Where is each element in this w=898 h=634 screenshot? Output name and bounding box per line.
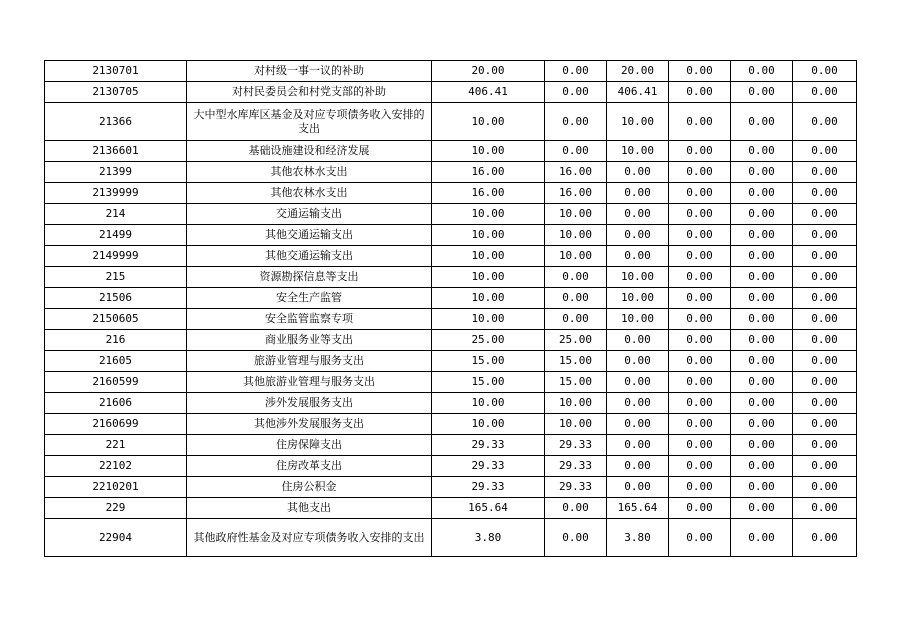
cell-name: 对村级一事一议的补助 (187, 61, 432, 82)
cell-col3: 0.00 (607, 183, 669, 204)
table-row (45, 82, 857, 103)
cell-col6: 0.00 (793, 225, 857, 246)
cell-name: 住房公积金 (187, 477, 432, 498)
table-row (45, 288, 857, 309)
cell-col6: 0.00 (793, 372, 857, 393)
table-row (45, 393, 857, 414)
cell-total: 29.33 (432, 435, 545, 456)
cell-code: 2130701 (45, 61, 187, 82)
cell-col4: 0.00 (669, 330, 731, 351)
cell-col2: 10.00 (545, 204, 607, 225)
cell-col4: 0.00 (669, 393, 731, 414)
cell-col3: 0.00 (607, 477, 669, 498)
cell-col5: 0.00 (731, 435, 793, 456)
table-row (45, 267, 857, 288)
cell-col5: 0.00 (731, 393, 793, 414)
cell-col6: 0.00 (793, 82, 857, 103)
table-row (45, 162, 857, 183)
table-row (45, 477, 857, 498)
cell-code: 2130705 (45, 82, 187, 103)
table-row (45, 498, 857, 519)
cell-col5: 0.00 (731, 414, 793, 435)
table-row (45, 330, 857, 351)
cell-col6: 0.00 (793, 61, 857, 82)
cell-total: 3.80 (432, 519, 545, 557)
cell-code: 21506 (45, 288, 187, 309)
cell-code: 229 (45, 498, 187, 519)
cell-code: 2150605 (45, 309, 187, 330)
cell-name: 住房改革支出 (187, 456, 432, 477)
cell-col2: 0.00 (545, 519, 607, 557)
cell-col4: 0.00 (669, 414, 731, 435)
cell-col2: 0.00 (545, 267, 607, 288)
cell-col4: 0.00 (669, 183, 731, 204)
cell-col4: 0.00 (669, 372, 731, 393)
cell-total: 10.00 (432, 225, 545, 246)
cell-name: 住房保障支出 (187, 435, 432, 456)
cell-col2: 10.00 (545, 246, 607, 267)
cell-col5: 0.00 (731, 288, 793, 309)
cell-code: 21605 (45, 351, 187, 372)
cell-col6: 0.00 (793, 141, 857, 162)
cell-code: 2139999 (45, 183, 187, 204)
cell-col2: 25.00 (545, 330, 607, 351)
cell-col5: 0.00 (731, 267, 793, 288)
cell-total: 20.00 (432, 61, 545, 82)
cell-code: 22904 (45, 519, 187, 557)
cell-col2: 0.00 (545, 61, 607, 82)
cell-col4: 0.00 (669, 519, 731, 557)
table-row (45, 246, 857, 267)
cell-col6: 0.00 (793, 103, 857, 141)
table-row (45, 372, 857, 393)
cell-total: 25.00 (432, 330, 545, 351)
cell-total: 10.00 (432, 246, 545, 267)
table-row (45, 351, 857, 372)
cell-total: 10.00 (432, 141, 545, 162)
cell-col2: 0.00 (545, 309, 607, 330)
cell-code: 2149999 (45, 246, 187, 267)
cell-name: 大中型水库库区基金及对应专项债务收入安排的支出 (187, 103, 432, 141)
cell-total: 29.33 (432, 456, 545, 477)
cell-col6: 0.00 (793, 204, 857, 225)
cell-col6: 0.00 (793, 183, 857, 204)
cell-col4: 0.00 (669, 82, 731, 103)
table-row (45, 141, 857, 162)
table-row (45, 456, 857, 477)
cell-col2: 16.00 (545, 183, 607, 204)
budget-table (44, 60, 857, 557)
cell-col3: 10.00 (607, 309, 669, 330)
cell-name: 基础设施建设和经济发展 (187, 141, 432, 162)
cell-total: 406.41 (432, 82, 545, 103)
cell-col3: 0.00 (607, 414, 669, 435)
cell-col2: 0.00 (545, 82, 607, 103)
cell-col5: 0.00 (731, 330, 793, 351)
cell-col5: 0.00 (731, 204, 793, 225)
cell-col3: 406.41 (607, 82, 669, 103)
cell-col6: 0.00 (793, 414, 857, 435)
cell-col5: 0.00 (731, 141, 793, 162)
table-row (45, 61, 857, 82)
cell-col4: 0.00 (669, 246, 731, 267)
table-row (45, 435, 857, 456)
cell-col5: 0.00 (731, 519, 793, 557)
cell-code: 21399 (45, 162, 187, 183)
cell-name: 交通运输支出 (187, 204, 432, 225)
table-row (45, 103, 857, 141)
cell-col3: 10.00 (607, 267, 669, 288)
cell-col3: 3.80 (607, 519, 669, 557)
cell-col6: 0.00 (793, 288, 857, 309)
cell-col6: 0.00 (793, 267, 857, 288)
cell-col4: 0.00 (669, 225, 731, 246)
table-row (45, 309, 857, 330)
cell-code: 221 (45, 435, 187, 456)
cell-name: 其他政府性基金及对应专项债务收入安排的支出 (187, 519, 432, 557)
cell-col4: 0.00 (669, 204, 731, 225)
cell-col5: 0.00 (731, 183, 793, 204)
cell-code: 2136601 (45, 141, 187, 162)
cell-code: 21606 (45, 393, 187, 414)
cell-col4: 0.00 (669, 351, 731, 372)
cell-col2: 15.00 (545, 351, 607, 372)
cell-col2: 15.00 (545, 372, 607, 393)
cell-col3: 20.00 (607, 61, 669, 82)
table-row (45, 183, 857, 204)
cell-col6: 0.00 (793, 393, 857, 414)
cell-code: 216 (45, 330, 187, 351)
cell-code: 22102 (45, 456, 187, 477)
cell-col5: 0.00 (731, 246, 793, 267)
cell-col5: 0.00 (731, 372, 793, 393)
table-body (45, 61, 857, 557)
cell-total: 10.00 (432, 103, 545, 141)
cell-col4: 0.00 (669, 435, 731, 456)
cell-name: 其他农林水支出 (187, 162, 432, 183)
cell-name: 其他农林水支出 (187, 183, 432, 204)
cell-name: 其他旅游业管理与服务支出 (187, 372, 432, 393)
table-row (45, 414, 857, 435)
cell-col5: 0.00 (731, 82, 793, 103)
cell-col2: 0.00 (545, 498, 607, 519)
cell-name: 旅游业管理与服务支出 (187, 351, 432, 372)
cell-col4: 0.00 (669, 498, 731, 519)
cell-col4: 0.00 (669, 267, 731, 288)
cell-col2: 29.33 (545, 456, 607, 477)
cell-code: 2160599 (45, 372, 187, 393)
cell-col5: 0.00 (731, 309, 793, 330)
cell-col6: 0.00 (793, 498, 857, 519)
cell-col6: 0.00 (793, 246, 857, 267)
cell-col2: 0.00 (545, 141, 607, 162)
cell-total: 10.00 (432, 267, 545, 288)
cell-col2: 16.00 (545, 162, 607, 183)
cell-total: 165.64 (432, 498, 545, 519)
cell-total: 10.00 (432, 288, 545, 309)
cell-col6: 0.00 (793, 162, 857, 183)
cell-total: 10.00 (432, 204, 545, 225)
cell-col6: 0.00 (793, 330, 857, 351)
cell-col3: 0.00 (607, 246, 669, 267)
cell-col6: 0.00 (793, 477, 857, 498)
cell-name: 资源勘探信息等支出 (187, 267, 432, 288)
cell-col2: 0.00 (545, 288, 607, 309)
cell-col3: 10.00 (607, 288, 669, 309)
cell-col4: 0.00 (669, 288, 731, 309)
cell-col4: 0.00 (669, 477, 731, 498)
table-row (45, 519, 857, 557)
cell-col5: 0.00 (731, 498, 793, 519)
cell-code: 215 (45, 267, 187, 288)
cell-col3: 0.00 (607, 351, 669, 372)
cell-col6: 0.00 (793, 351, 857, 372)
cell-total: 10.00 (432, 309, 545, 330)
cell-total: 29.33 (432, 477, 545, 498)
cell-name: 安全监管监察专项 (187, 309, 432, 330)
cell-col6: 0.00 (793, 309, 857, 330)
cell-col5: 0.00 (731, 103, 793, 141)
cell-col2: 29.33 (545, 435, 607, 456)
cell-name: 其他支出 (187, 498, 432, 519)
cell-col5: 0.00 (731, 477, 793, 498)
cell-name: 其他交通运输支出 (187, 246, 432, 267)
cell-code: 2210201 (45, 477, 187, 498)
cell-name: 对村民委员会和村党支部的补助 (187, 82, 432, 103)
cell-total: 10.00 (432, 414, 545, 435)
cell-col3: 0.00 (607, 456, 669, 477)
cell-name: 其他涉外发展服务支出 (187, 414, 432, 435)
cell-name: 安全生产监管 (187, 288, 432, 309)
cell-col3: 0.00 (607, 162, 669, 183)
cell-name: 其他交通运输支出 (187, 225, 432, 246)
cell-col3: 0.00 (607, 393, 669, 414)
cell-col5: 0.00 (731, 225, 793, 246)
cell-code: 21499 (45, 225, 187, 246)
cell-col2: 10.00 (545, 393, 607, 414)
cell-col3: 0.00 (607, 372, 669, 393)
cell-col4: 0.00 (669, 61, 731, 82)
cell-col4: 0.00 (669, 162, 731, 183)
cell-col2: 10.00 (545, 225, 607, 246)
cell-col4: 0.00 (669, 456, 731, 477)
cell-col3: 10.00 (607, 141, 669, 162)
cell-code: 214 (45, 204, 187, 225)
cell-col2: 29.33 (545, 477, 607, 498)
cell-total: 15.00 (432, 351, 545, 372)
cell-col5: 0.00 (731, 351, 793, 372)
cell-col3: 10.00 (607, 103, 669, 141)
table-row (45, 225, 857, 246)
cell-col2: 10.00 (545, 414, 607, 435)
cell-total: 16.00 (432, 183, 545, 204)
cell-col3: 0.00 (607, 204, 669, 225)
cell-col5: 0.00 (731, 162, 793, 183)
cell-col3: 0.00 (607, 330, 669, 351)
cell-code: 2160699 (45, 414, 187, 435)
cell-col2: 0.00 (545, 103, 607, 141)
cell-name: 商业服务业等支出 (187, 330, 432, 351)
table-row (45, 204, 857, 225)
cell-total: 15.00 (432, 372, 545, 393)
cell-code: 21366 (45, 103, 187, 141)
cell-col4: 0.00 (669, 309, 731, 330)
cell-col6: 0.00 (793, 435, 857, 456)
cell-col4: 0.00 (669, 103, 731, 141)
cell-col6: 0.00 (793, 456, 857, 477)
cell-col3: 0.00 (607, 435, 669, 456)
cell-col3: 165.64 (607, 498, 669, 519)
cell-col6: 0.00 (793, 519, 857, 557)
cell-total: 16.00 (432, 162, 545, 183)
cell-col3: 0.00 (607, 225, 669, 246)
cell-col5: 0.00 (731, 61, 793, 82)
cell-col5: 0.00 (731, 456, 793, 477)
cell-name: 涉外发展服务支出 (187, 393, 432, 414)
cell-total: 10.00 (432, 393, 545, 414)
cell-col4: 0.00 (669, 141, 731, 162)
